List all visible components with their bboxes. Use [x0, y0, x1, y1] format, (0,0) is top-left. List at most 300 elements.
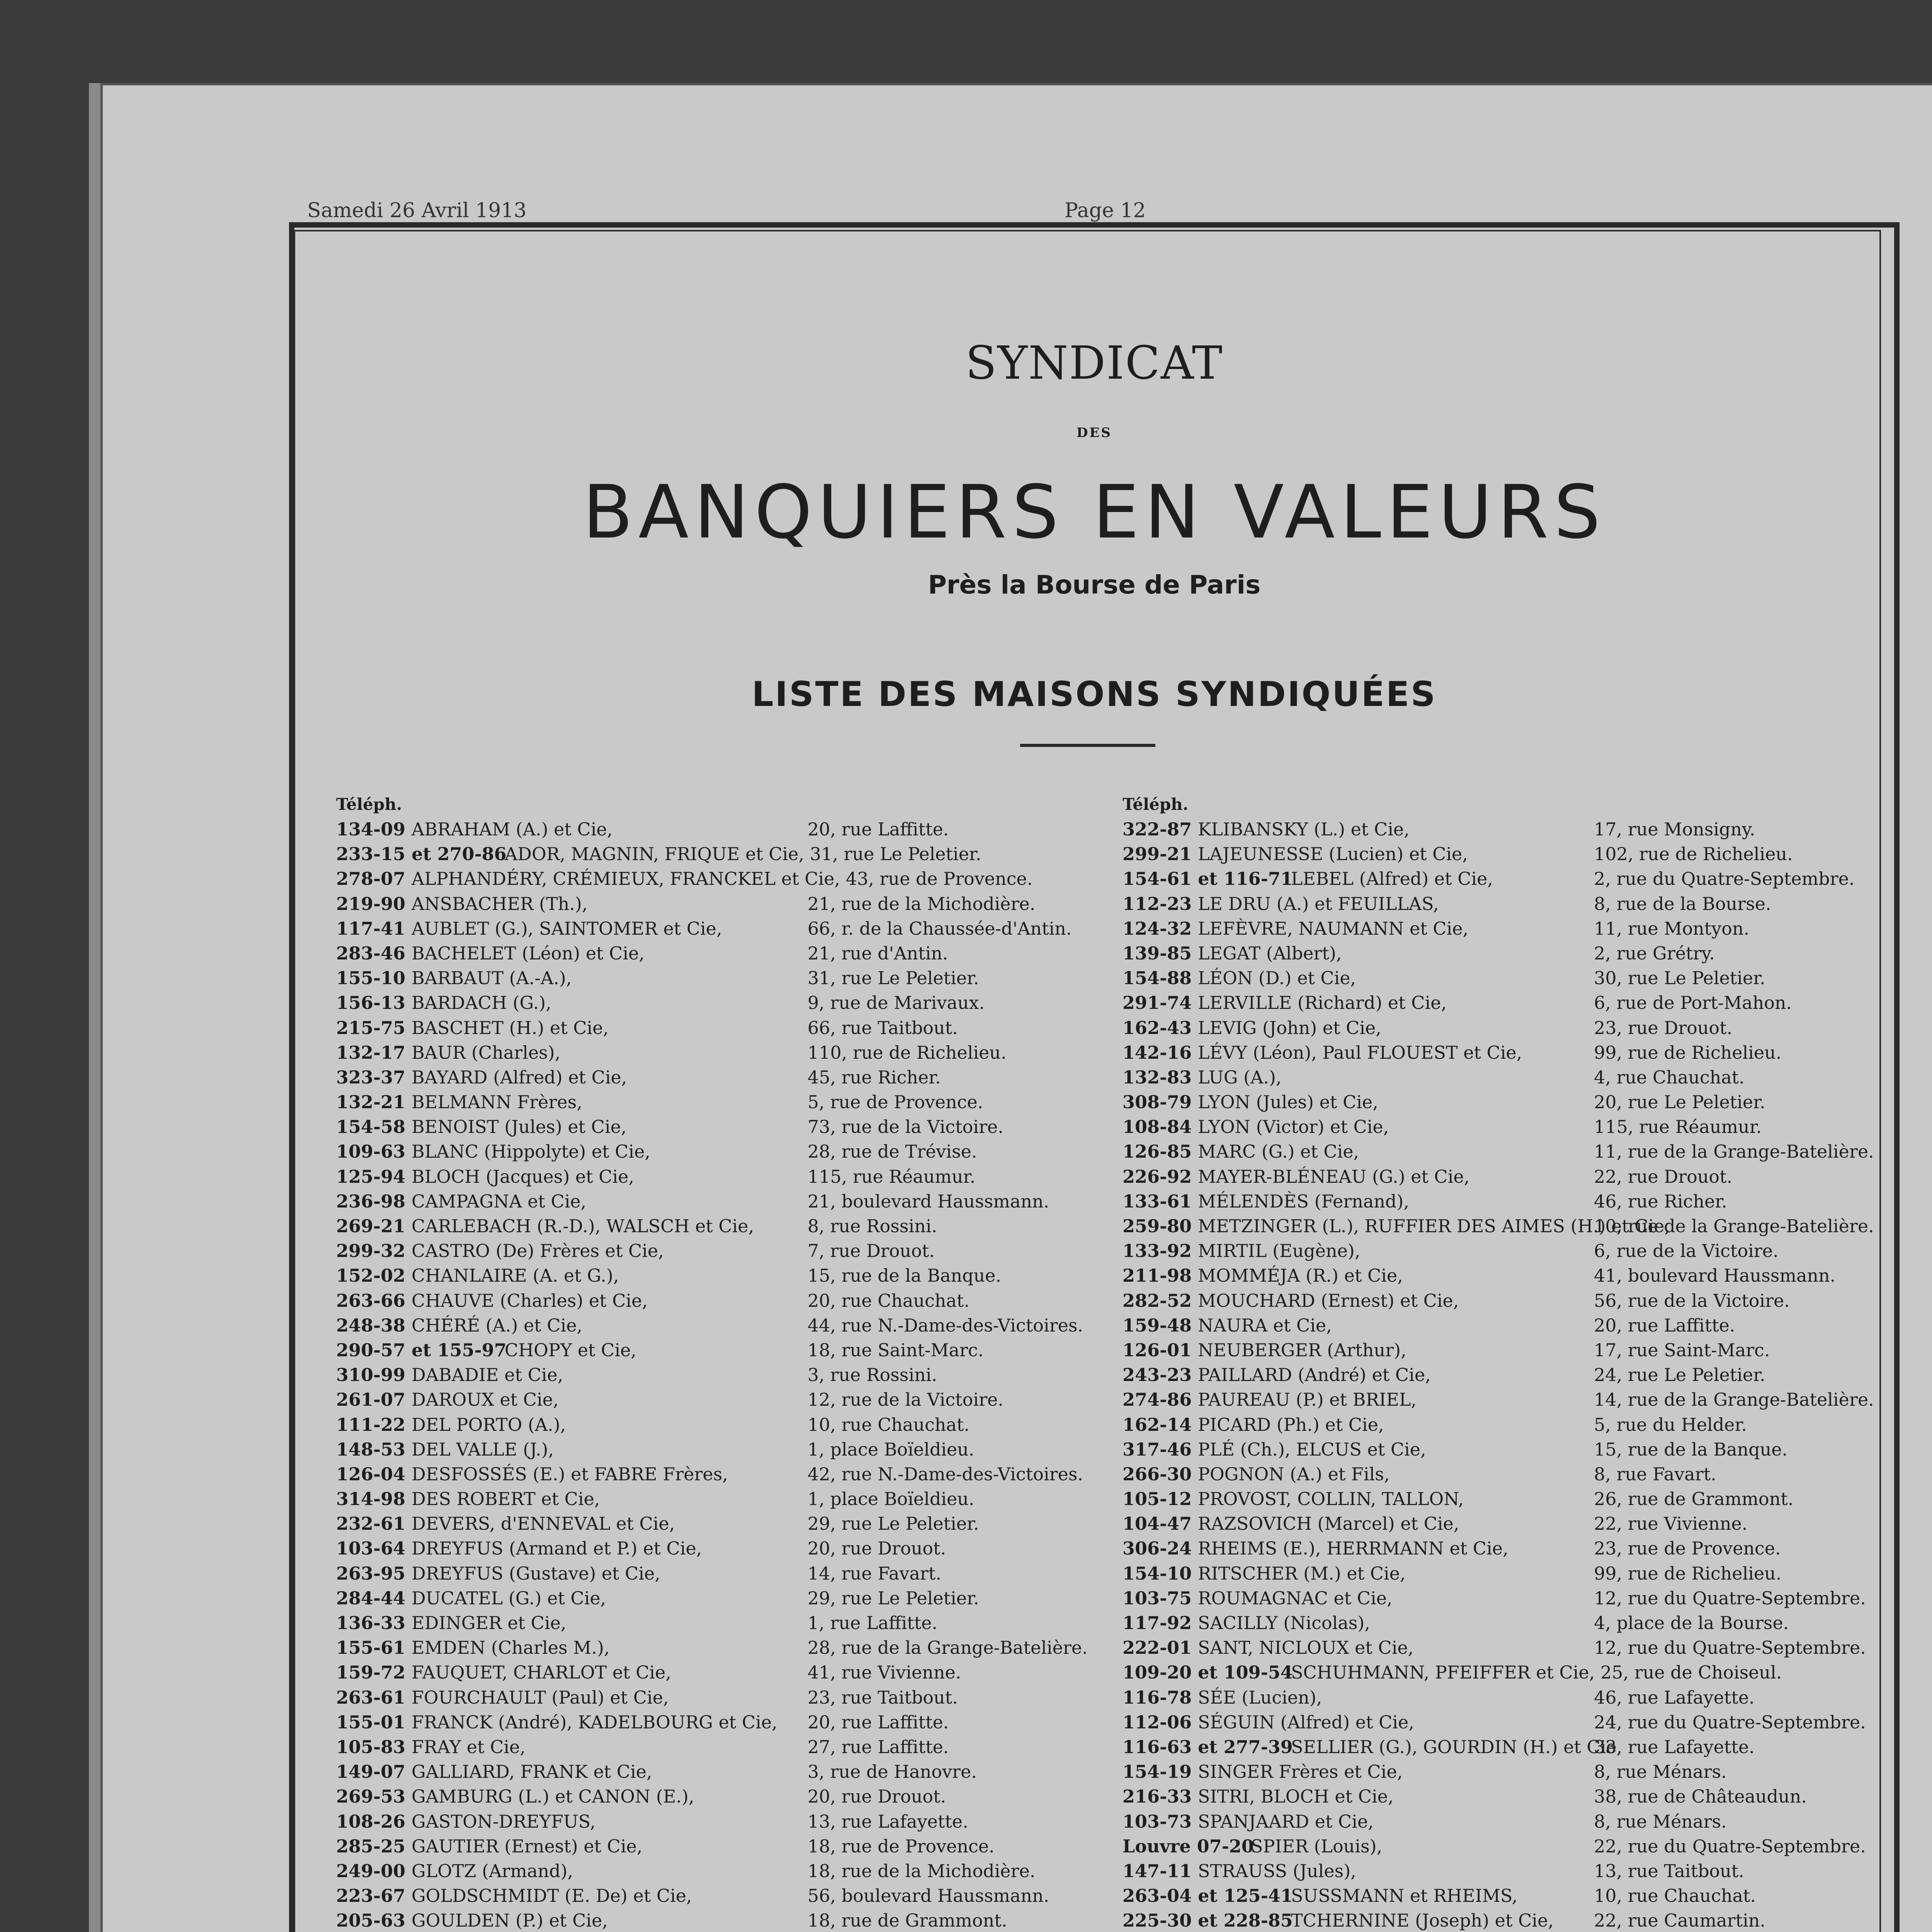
member-name: LYON (Victor) et Cie, [1198, 1116, 1389, 1138]
member-telephone: 108-84 [1122, 1116, 1192, 1138]
member-telephone: 154-10 [1122, 1563, 1192, 1584]
member-address: 42, rue N.-Dame-des-Victoires. [808, 1463, 1083, 1485]
member-telephone: 149-07 [336, 1761, 406, 1782]
member-name: DESFOSSÉS (E.) et FABRE Frères, [412, 1463, 728, 1485]
member-address: 6, rue de Port-Mahon. [1594, 992, 1792, 1014]
member-row [336, 1536, 1109, 1561]
member-row [1122, 1313, 1895, 1338]
member-name: SÉE (Lucien), [1198, 1687, 1322, 1708]
member-address: 56, rue de la Victoire. [1594, 1290, 1790, 1311]
member-telephone: 299-21 [1122, 844, 1192, 865]
member-name: SCHUHMANN, PFEIFFER et Cie, 25, rue de Choiseul. [1291, 1662, 1782, 1683]
member-row [1122, 1288, 1895, 1313]
member-row [336, 1065, 1109, 1090]
member-address: 56, boulevard Haussmann. [808, 1885, 1049, 1906]
member-row [336, 1114, 1109, 1139]
member-telephone: 154-88 [1122, 968, 1192, 989]
member-name: EDINGER et Cie, [412, 1612, 566, 1633]
member-address: 20, rue Drouot. [808, 1786, 946, 1807]
member-name: LEFÈVRE, NAUMANN et Cie, [1198, 918, 1469, 939]
member-telephone: 232-61 [336, 1513, 406, 1534]
column-header: Téléph. [336, 795, 402, 814]
member-row [336, 1784, 1109, 1809]
member-name: CHANLAIRE (A. et G.), [412, 1265, 619, 1286]
member-name: GAMBURG (L.) et CANON (E.), [412, 1786, 694, 1807]
member-telephone: 132-83 [1122, 1066, 1192, 1088]
member-row [336, 916, 1109, 941]
member-row [1122, 1834, 1895, 1859]
member-row [336, 1883, 1109, 1908]
member-telephone: 162-43 [1122, 1017, 1192, 1038]
member-address: 115, rue Réaumur. [1594, 1116, 1762, 1138]
member-name: DREYFUS (Gustave) et Cie, [412, 1563, 660, 1584]
member-row [336, 966, 1109, 990]
member-telephone: 139-85 [1122, 942, 1192, 964]
member-name: ADOR, MAGNIN, FRIQUE et Cie, 31, rue Le Peletier. [505, 844, 981, 865]
member-name: BARBAUT (A.-A.), [412, 968, 572, 989]
member-row [336, 1834, 1109, 1859]
member-row [1122, 1139, 1895, 1164]
member-address: 29, rue Le Peletier. [808, 1513, 979, 1534]
member-name: SUSSMANN et RHEIMS, [1291, 1885, 1518, 1906]
member-name: RITSCHER (M.) et Cie, [1198, 1563, 1406, 1584]
member-name: LUG (A.), [1198, 1066, 1282, 1088]
member-row [1122, 1511, 1895, 1536]
member-address: 6, rue de la Victoire. [1594, 1240, 1779, 1262]
member-address: 20, rue Le Peletier. [1594, 1092, 1765, 1113]
member-telephone: 162-14 [1122, 1414, 1192, 1435]
member-telephone: 285-25 [336, 1835, 406, 1857]
member-name: SPANJAARD et Cie, [1198, 1811, 1374, 1832]
member-telephone: 274-86 [1122, 1389, 1192, 1410]
member-row [336, 990, 1109, 1015]
member-address: 115, rue Réaumur. [808, 1166, 976, 1187]
member-name: DEL PORTO (A.), [412, 1414, 566, 1435]
member-name: MIRTIL (Eugène), [1198, 1240, 1361, 1262]
member-address: 31, rue Le Peletier. [808, 968, 979, 989]
member-name: LE DRU (A.) et FEUILLAS, [1198, 893, 1439, 914]
member-telephone: 291-74 [1122, 992, 1192, 1014]
member-telephone: 142-16 [1122, 1042, 1192, 1063]
member-row [1122, 842, 1895, 866]
member-telephone: 269-53 [336, 1786, 406, 1807]
member-telephone: 108-26 [336, 1811, 406, 1832]
member-telephone: 155-10 [336, 968, 406, 989]
member-row [1122, 1586, 1895, 1611]
member-row [1122, 966, 1895, 990]
member-telephone: 103-64 [336, 1538, 406, 1559]
member-row [1122, 1462, 1895, 1486]
member-address: 3, rue Rossini. [808, 1364, 937, 1386]
member-name: ROUMAGNAC et Cie, [1198, 1587, 1393, 1609]
member-telephone: 126-04 [336, 1463, 406, 1485]
member-telephone: 112-06 [1122, 1711, 1192, 1733]
member-row [1122, 1015, 1895, 1040]
member-row [336, 1486, 1109, 1511]
member-row [336, 1561, 1109, 1586]
member-address: 7, rue Drouot. [808, 1240, 935, 1262]
member-telephone: 112-23 [1122, 893, 1192, 914]
member-address: 99, rue de Richelieu. [1594, 1563, 1782, 1584]
member-telephone: 322-87 [1122, 819, 1192, 840]
member-row [336, 1362, 1109, 1387]
member-row [1122, 1809, 1895, 1834]
member-address: 26, rue de Grammont. [1594, 1488, 1794, 1510]
member-address: 29, rue Le Peletier. [808, 1587, 979, 1609]
member-name: CASTRO (De) Frères et Cie, [412, 1240, 664, 1262]
member-name: ABRAHAM (A.) et Cie, [412, 819, 613, 840]
member-telephone: 249-00 [336, 1860, 406, 1881]
member-row [1122, 1338, 1895, 1362]
member-address: 33, rue Lafayette. [1594, 1736, 1755, 1757]
member-name: LEBEL (Alfred) et Cie, [1291, 868, 1493, 889]
member-row [1122, 1660, 1895, 1685]
member-telephone: 263-95 [336, 1563, 406, 1584]
member-name: BAUR (Charles), [412, 1042, 561, 1063]
member-name: SANT, NICLOUX et Cie, [1198, 1637, 1414, 1658]
member-telephone: 236-98 [336, 1190, 406, 1212]
member-address: 13, rue Taitbout. [1594, 1860, 1744, 1881]
member-address: 14, rue de la Grange-Batelière. [1594, 1389, 1874, 1410]
member-address: 45, rue Richer. [808, 1066, 941, 1088]
member-row [336, 1313, 1109, 1338]
member-telephone: 306-24 [1122, 1538, 1192, 1559]
member-address: 20, rue Chauchat. [808, 1290, 970, 1311]
member-row [1122, 866, 1895, 891]
member-name: SINGER Frères et Cie, [1198, 1761, 1403, 1782]
member-row [336, 1338, 1109, 1362]
member-address: 17, rue Monsigny. [1594, 819, 1755, 840]
member-telephone: 136-33 [336, 1612, 406, 1633]
member-telephone: 111-22 [336, 1414, 406, 1435]
member-row [336, 1015, 1109, 1040]
member-telephone: 205-63 [336, 1910, 406, 1931]
title-des: DES [1077, 425, 1112, 440]
member-address: 12, rue du Quatre-Septembre. [1594, 1637, 1866, 1658]
header-page-number: Page 12 [1065, 199, 1146, 222]
title-syndicat: SYNDICAT [965, 336, 1223, 389]
member-name: GAUTIER (Ernest) et Cie, [412, 1835, 643, 1857]
member-address: 10, rue Chauchat. [1594, 1885, 1756, 1906]
member-row [1122, 1759, 1895, 1784]
member-telephone: 134-09 [336, 819, 406, 840]
member-telephone: 226-92 [1122, 1166, 1192, 1187]
member-telephone: 263-61 [336, 1687, 406, 1708]
member-row [336, 1412, 1109, 1437]
member-name: LYON (Jules) et Cie, [1198, 1092, 1378, 1113]
member-address: 23, rue de Provence. [1594, 1538, 1781, 1559]
member-address: 1, rue Laffitte. [808, 1612, 938, 1633]
member-address: 17, rue Saint-Marc. [1594, 1339, 1770, 1361]
member-address: 24, rue Le Peletier. [1594, 1364, 1765, 1386]
member-row [336, 817, 1109, 842]
member-name: ALPHANDÉRY, CRÉMIEUX, FRANCKEL et Cie, 43, rue de Provence. [412, 868, 1033, 889]
member-row [1122, 1362, 1895, 1387]
member-address: 11, rue Montyon. [1594, 918, 1750, 939]
member-name: SPIER (Louis), [1251, 1835, 1383, 1857]
member-telephone: 116-78 [1122, 1687, 1192, 1708]
member-name: CHAUVE (Charles) et Cie, [412, 1290, 648, 1311]
member-name: BENOIST (Jules) et Cie, [412, 1116, 627, 1138]
member-row [1122, 1412, 1895, 1437]
member-telephone: 147-11 [1122, 1860, 1192, 1881]
member-name: MOMMÉJA (R.) et Cie, [1198, 1265, 1403, 1286]
member-telephone: 283-46 [336, 942, 406, 964]
member-row [336, 1214, 1109, 1238]
member-row [336, 1685, 1109, 1710]
member-telephone: 263-04 et 125-41 [1122, 1885, 1293, 1906]
member-telephone: 299-32 [336, 1240, 406, 1262]
member-name: PLÉ (Ch.), ELCUS et Cie, [1198, 1439, 1426, 1460]
member-name: BLANC (Hippolyte) et Cie, [412, 1141, 651, 1162]
member-row [336, 1040, 1109, 1065]
member-row [1122, 1238, 1895, 1263]
member-row [1122, 1883, 1895, 1908]
member-name: GOULDEN (P.) et Cie, [412, 1910, 608, 1931]
member-row [1122, 1611, 1895, 1635]
member-row [1122, 941, 1895, 966]
member-row [1122, 1263, 1895, 1288]
member-telephone: 156-13 [336, 992, 406, 1014]
member-name: RHEIMS (E.), HERRMANN et Cie, [1198, 1538, 1509, 1559]
member-telephone: 284-44 [336, 1587, 406, 1609]
member-telephone: 323-37 [336, 1066, 406, 1088]
member-row [1122, 1065, 1895, 1090]
member-address: 41, boulevard Haussmann. [1594, 1265, 1836, 1286]
member-name: RAZSOVICH (Marcel) et Cie, [1198, 1513, 1459, 1534]
member-address: 13, rue Lafayette. [808, 1811, 968, 1832]
member-row [336, 1387, 1109, 1412]
member-address: 99, rue de Richelieu. [1594, 1042, 1782, 1063]
member-telephone: 317-46 [1122, 1439, 1192, 1460]
member-row [336, 1090, 1109, 1114]
subtitle: Près la Bourse de Paris [928, 570, 1261, 600]
member-row [336, 866, 1109, 891]
member-row [1122, 1090, 1895, 1114]
member-address: 8, rue Ménars. [1594, 1761, 1727, 1782]
member-name: GOLDSCHMIDT (E. De) et Cie, [412, 1885, 692, 1906]
member-telephone: 117-92 [1122, 1612, 1192, 1633]
member-address: 8, rue de la Bourse. [1594, 893, 1771, 914]
member-telephone: 105-83 [336, 1736, 406, 1757]
member-row [1122, 1486, 1895, 1511]
member-list-right [1122, 792, 1895, 1932]
member-address: 73, rue de la Victoire. [808, 1116, 1003, 1138]
member-telephone: 154-19 [1122, 1761, 1192, 1782]
member-address: 24, rue du Quatre-Septembre. [1594, 1711, 1866, 1733]
member-row [336, 1263, 1109, 1288]
member-name: PICARD (Ph.) et Cie, [1198, 1414, 1384, 1435]
member-row [336, 1189, 1109, 1214]
member-telephone: 223-67 [336, 1885, 406, 1906]
member-name: FRANCK (André), KADELBOURG et Cie, [412, 1711, 777, 1733]
member-telephone: 133-61 [1122, 1190, 1192, 1212]
member-telephone: 219-90 [336, 893, 406, 914]
member-name: FOURCHAULT (Paul) et Cie, [412, 1687, 669, 1708]
member-address: 18, rue de Grammont. [808, 1910, 1007, 1931]
member-name: DEL VALLE (J.), [412, 1439, 554, 1460]
header-date: Samedi 26 Avril 1913 [307, 199, 527, 222]
member-address: 22, rue du Quatre-Septembre. [1594, 1835, 1866, 1857]
member-address: 23, rue Drouot. [1594, 1017, 1733, 1038]
member-telephone: 215-75 [336, 1017, 406, 1038]
member-address: 8, rue Rossini. [808, 1216, 937, 1236]
member-telephone: 133-92 [1122, 1240, 1192, 1262]
member-address: 11, rue de la Grange-Batelière. [1594, 1141, 1874, 1162]
member-name: MOUCHARD (Ernest) et Cie, [1198, 1290, 1459, 1311]
member-address: 14, rue Favart. [808, 1563, 941, 1584]
member-telephone: 259-80 [1122, 1216, 1192, 1236]
member-name: DREYFUS (Armand et P.) et Cie, [412, 1538, 702, 1559]
member-address: 4, rue Chauchat. [1594, 1066, 1745, 1088]
member-address: 8, rue Ménars. [1594, 1811, 1727, 1832]
member-telephone: 116-63 et 277-39 [1122, 1736, 1293, 1757]
member-name: GLOTZ (Armand), [412, 1860, 573, 1881]
member-address: 20, rue Laffitte. [808, 1711, 949, 1733]
member-list-left [336, 792, 1109, 1932]
member-row [1122, 1040, 1895, 1065]
member-telephone: 124-32 [1122, 918, 1192, 939]
member-address: 1, place Boïeldieu. [808, 1439, 975, 1460]
member-row [1122, 1437, 1895, 1462]
member-telephone: 109-63 [336, 1141, 406, 1162]
member-telephone: 126-01 [1122, 1339, 1192, 1361]
member-name: CHÉRÉ (A.) et Cie, [412, 1315, 583, 1336]
list-heading: LISTE DES MAISONS SYNDIQUÉES [752, 674, 1437, 714]
member-telephone: 216-33 [1122, 1786, 1192, 1807]
member-name: SÉGUIN (Alfred) et Cie, [1198, 1711, 1414, 1733]
member-telephone: 310-99 [336, 1364, 406, 1386]
member-name: PAUREAU (P.) et BRIEL, [1198, 1389, 1417, 1410]
member-row [336, 842, 1109, 866]
member-telephone: 211-98 [1122, 1265, 1192, 1286]
member-row [1122, 1114, 1895, 1139]
member-telephone: 154-61 et 116-71 [1122, 868, 1293, 889]
member-address: 10, rue de la Grange-Batelière. [1594, 1216, 1874, 1236]
member-address: 22, rue Caumartin. [1594, 1910, 1765, 1931]
member-telephone: 117-41 [336, 918, 406, 939]
member-address: 4, place de la Bourse. [1594, 1612, 1789, 1633]
member-name: GALLIARD, FRANK et Cie, [412, 1761, 652, 1782]
member-name: DUCATEL (G.) et Cie, [412, 1587, 606, 1609]
member-name: BASCHET (H.) et Cie, [412, 1017, 609, 1038]
member-row [336, 1735, 1109, 1759]
member-address: 46, rue Richer. [1594, 1190, 1727, 1212]
member-row [336, 1611, 1109, 1635]
member-name: SITRI, BLOCH et Cie, [1198, 1786, 1394, 1807]
member-row [336, 1139, 1109, 1164]
member-address: 21, boulevard Haussmann. [808, 1190, 1049, 1212]
member-row [336, 1759, 1109, 1784]
member-telephone: 282-52 [1122, 1290, 1192, 1311]
member-name: BLOCH (Jacques) et Cie, [412, 1166, 634, 1187]
member-name: BARDACH (G.), [412, 992, 551, 1014]
member-telephone: 261-07 [336, 1389, 406, 1410]
member-telephone: 103-75 [1122, 1587, 1192, 1609]
member-telephone: 225-30 et 228-85 [1122, 1910, 1293, 1931]
member-telephone: 126-85 [1122, 1141, 1192, 1162]
member-telephone: 269-21 [336, 1216, 406, 1236]
member-telephone: 103-73 [1122, 1811, 1192, 1832]
member-row [336, 1908, 1109, 1932]
member-row [336, 891, 1109, 916]
member-name: STRAUSS (Jules), [1198, 1860, 1356, 1881]
member-telephone: 314-98 [336, 1488, 406, 1510]
member-row [336, 1710, 1109, 1735]
member-address: 12, rue de la Victoire. [808, 1389, 1003, 1410]
member-telephone: 148-53 [336, 1439, 406, 1460]
member-name: PAILLARD (André) et Cie, [1198, 1364, 1431, 1386]
member-name: POGNON (A.) et Fils, [1198, 1463, 1390, 1485]
member-name: KLIBANSKY (L.) et Cie, [1198, 819, 1410, 840]
member-row [1122, 1735, 1895, 1759]
member-address: 18, rue Saint-Marc. [808, 1339, 984, 1361]
member-address: 21, rue de la Michodière. [808, 893, 1036, 914]
member-name: TCHERNINE (Joseph) et Cie, [1291, 1910, 1554, 1931]
member-telephone: 263-66 [336, 1290, 406, 1311]
member-telephone: 308-79 [1122, 1092, 1192, 1113]
member-row [1122, 1784, 1895, 1809]
member-name: FAUQUET, CHARLOT et Cie, [412, 1662, 671, 1683]
member-address: 21, rue d'Antin. [808, 942, 948, 964]
column-header: Téléph. [1122, 795, 1189, 814]
member-row [1122, 1908, 1895, 1932]
member-row [1122, 817, 1895, 842]
member-row [1122, 1536, 1895, 1561]
member-address: 22, rue Vivienne. [1594, 1513, 1748, 1534]
title-banquiers: BANQUIERS EN VALEURS [582, 469, 1606, 555]
member-name: FRAY et Cie, [412, 1736, 526, 1757]
member-name: NAURA et Cie, [1198, 1315, 1332, 1336]
member-row [336, 941, 1109, 966]
member-name: MARC (G.) et Cie, [1198, 1141, 1359, 1162]
member-address: 44, rue N.-Dame-des-Victoires. [808, 1315, 1083, 1336]
member-address: 2, rue Grétry. [1594, 942, 1715, 964]
member-row [336, 1635, 1109, 1660]
member-address: 8, rue Favart. [1594, 1463, 1716, 1485]
member-address: 102, rue de Richelieu. [1594, 844, 1793, 865]
member-name: SACILLY (Nicolas), [1198, 1612, 1370, 1633]
member-address: 20, rue Drouot. [808, 1538, 946, 1559]
member-address: 15, rue de la Banque. [808, 1265, 1002, 1286]
member-telephone: 132-21 [336, 1092, 406, 1113]
member-telephone: 159-72 [336, 1662, 406, 1683]
member-name: SELLIER (G.), GOURDIN (H.) et Cie, [1291, 1736, 1622, 1757]
member-name: CARLEBACH (R.-D.), WALSCH et Cie, [412, 1216, 754, 1236]
member-row [336, 1859, 1109, 1883]
member-name: BELMANN Frères, [412, 1092, 582, 1113]
member-row [1122, 1635, 1895, 1660]
member-telephone: Louvre 07-20 [1122, 1835, 1254, 1857]
member-telephone: 266-30 [1122, 1463, 1192, 1485]
member-telephone: 159-48 [1122, 1315, 1192, 1336]
member-name: DES ROBERT et Cie, [412, 1488, 600, 1510]
member-address: 3, rue de Hanovre. [808, 1761, 977, 1782]
member-name: LÉVY (Léon), Paul FLOUEST et Cie, [1198, 1042, 1522, 1063]
member-address: 27, rue Laffitte. [808, 1736, 949, 1757]
member-name: ANSBACHER (Th.), [412, 893, 588, 914]
member-telephone: 155-61 [336, 1637, 406, 1658]
member-address: 46, rue Lafayette. [1594, 1687, 1755, 1708]
member-address: 5, rue de Provence. [808, 1092, 983, 1113]
member-row [1122, 891, 1895, 916]
member-address: 5, rue du Helder. [1594, 1414, 1747, 1435]
member-name: LÉON (D.) et Cie, [1198, 968, 1356, 989]
member-name: BACHELET (Léon) et Cie, [412, 942, 645, 964]
member-address: 41, rue Vivienne. [808, 1662, 961, 1683]
member-telephone: 105-12 [1122, 1488, 1192, 1510]
member-address: 2, rue du Quatre-Septembre. [1594, 868, 1855, 889]
